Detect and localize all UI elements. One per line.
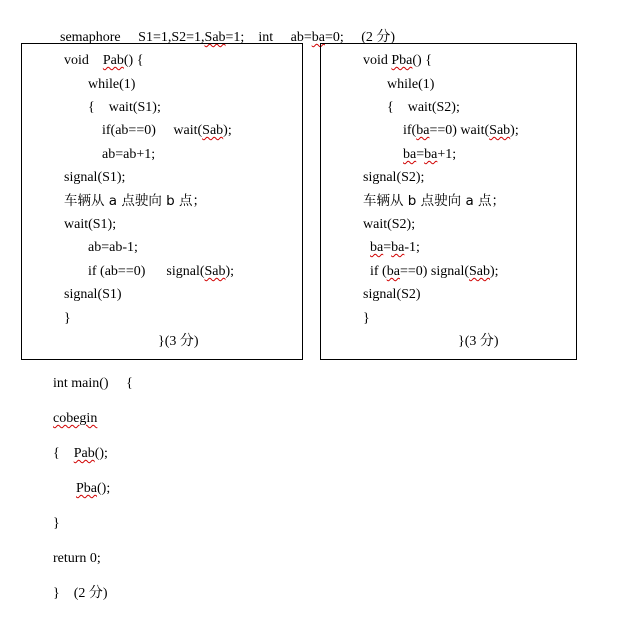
pab-line-4: if(ab==0) wait(Sab);: [102, 123, 232, 138]
header-keyword-semaphore: semaphore: [60, 30, 121, 45]
pba-line-5: ba=ba+1;: [403, 147, 457, 162]
pab-line-6: signal(S1);: [64, 170, 126, 185]
pab-line-8: wait(S1);: [64, 217, 117, 232]
pba-line-6: signal(S2);: [363, 170, 425, 185]
main-line-7: } (2 分): [53, 586, 108, 601]
pba-line-7: 车辆从 b 点驶向 a 点；: [363, 193, 506, 209]
main-cobegin: cobegin: [53, 411, 98, 426]
main-line-5: }: [53, 516, 60, 531]
pba-line-1: void Pba() {: [363, 53, 432, 68]
pba-line-13-score: }(3 分): [458, 334, 499, 349]
pba-line-11: signal(S2): [363, 287, 421, 302]
pab-line-11: signal(S1): [64, 287, 122, 302]
header-keyword-int: int: [258, 30, 274, 45]
pab-line-13-score: }(3 分): [158, 334, 199, 349]
header-sab-value: =1;: [225, 30, 245, 45]
pab-line-7: 车辆从 a 点驶向 b 点；: [64, 193, 207, 209]
pab-function-name: Pab: [102, 53, 124, 68]
pba-line-4: if(ba==0) wait(Sab);: [403, 123, 519, 138]
main-line-1: int main() {: [53, 376, 133, 391]
pab-line-12: }: [64, 311, 71, 326]
main-line-6: return 0;: [53, 551, 101, 566]
main-line-2: [53, 411, 97, 427]
pba-function-name: Pba: [391, 53, 413, 68]
main-line-3: { Pab();: [53, 446, 108, 461]
header-sab: Sab: [204, 30, 226, 45]
main-line-4: Pba();: [76, 481, 111, 496]
header-ab: ab=: [290, 30, 312, 45]
pba-line-10: if (ba==0) signal(Sab);: [370, 264, 499, 279]
pab-line-5: ab=ab+1;: [102, 147, 156, 162]
pba-line-2: while(1): [387, 77, 435, 92]
pab-line-9: ab=ab-1;: [88, 240, 138, 255]
pba-line-12: }: [363, 311, 370, 326]
header-ba: ba: [311, 30, 325, 45]
pab-line-10: if (ab==0) signal(Sab);: [88, 264, 235, 279]
pba-line-8: wait(S2);: [363, 217, 416, 232]
header-ba-value: =0;: [324, 30, 344, 45]
pab-line-3: { wait(S1);: [88, 100, 161, 115]
header-line: [53, 14, 395, 46]
pab-line-1: void Pab() {: [64, 53, 144, 68]
pba-line-3: { wait(S2);: [387, 100, 460, 115]
pba-line-9: ba=ba-1;: [370, 240, 420, 255]
header-score: (2 分): [361, 30, 396, 45]
pab-line-2: while(1): [88, 77, 136, 92]
header-semaphore-values: S1=1,S2=1,: [138, 30, 205, 45]
